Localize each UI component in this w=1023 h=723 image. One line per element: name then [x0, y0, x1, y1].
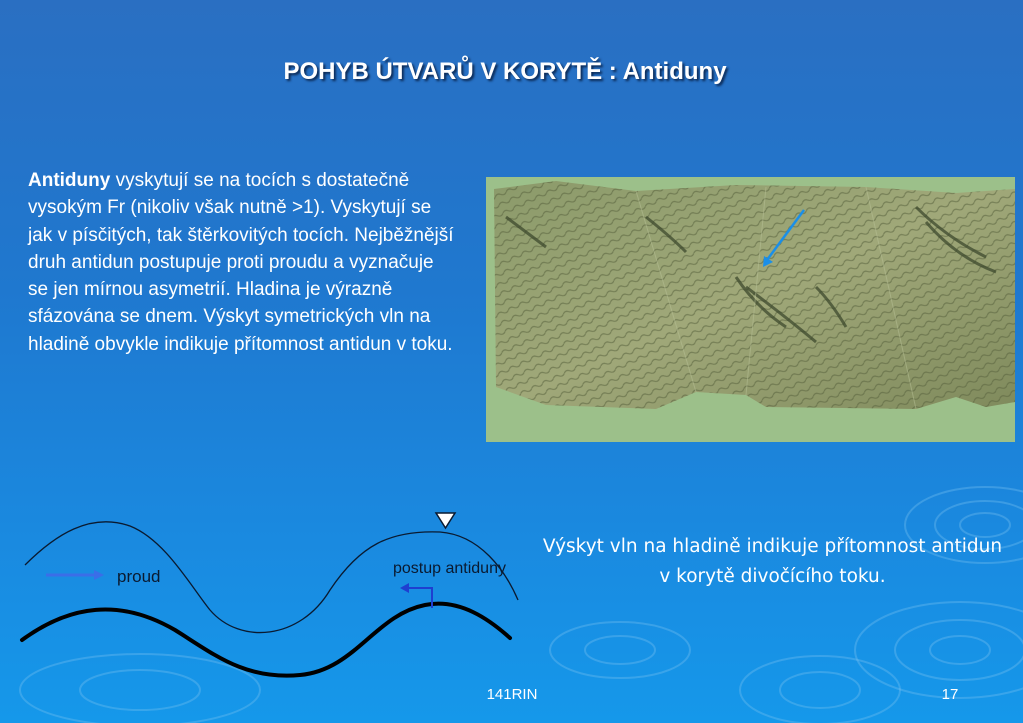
flow-label: proud: [117, 567, 161, 586]
footer-course-code: 141RIN: [486, 686, 538, 703]
body-paragraph: [28, 167, 458, 358]
footer-page-number: 17: [941, 686, 959, 703]
advance-label: postup antiduny: [393, 560, 506, 577]
body-lead-term: Antiduny: [28, 170, 111, 191]
body-text: vyskytují se na tocích s dostatečně vysokým Fr (nikoliv však nutně >1). Vyskytují se jak v písčitých, tak štěrkovitých tocích. Nejběžnější druh antidun postupuje proti proudu a vyznačuje se jen mírnou asymetrií. Hladina je výrazně sfázována se dnem. Výskyt symetrických vln na hladině obvykle indikuje přítomnost antidun v toku.: [28, 170, 454, 355]
antidune-diagram: [0, 500, 560, 690]
channel-bed-line: [22, 604, 510, 676]
slide-title: POHYB ÚTVARŮ V KORYTĚ : Antiduny: [283, 58, 727, 85]
antidune-photo: [486, 177, 1015, 442]
flow-arrow-icon: [46, 570, 104, 580]
water-level-marker-icon: [436, 513, 455, 528]
antidune-photo-image: [486, 177, 1015, 442]
photo-caption: Výskyt vln na hladině indikuje přítomnost antidun v korytě divočícího toku.: [542, 536, 1003, 587]
